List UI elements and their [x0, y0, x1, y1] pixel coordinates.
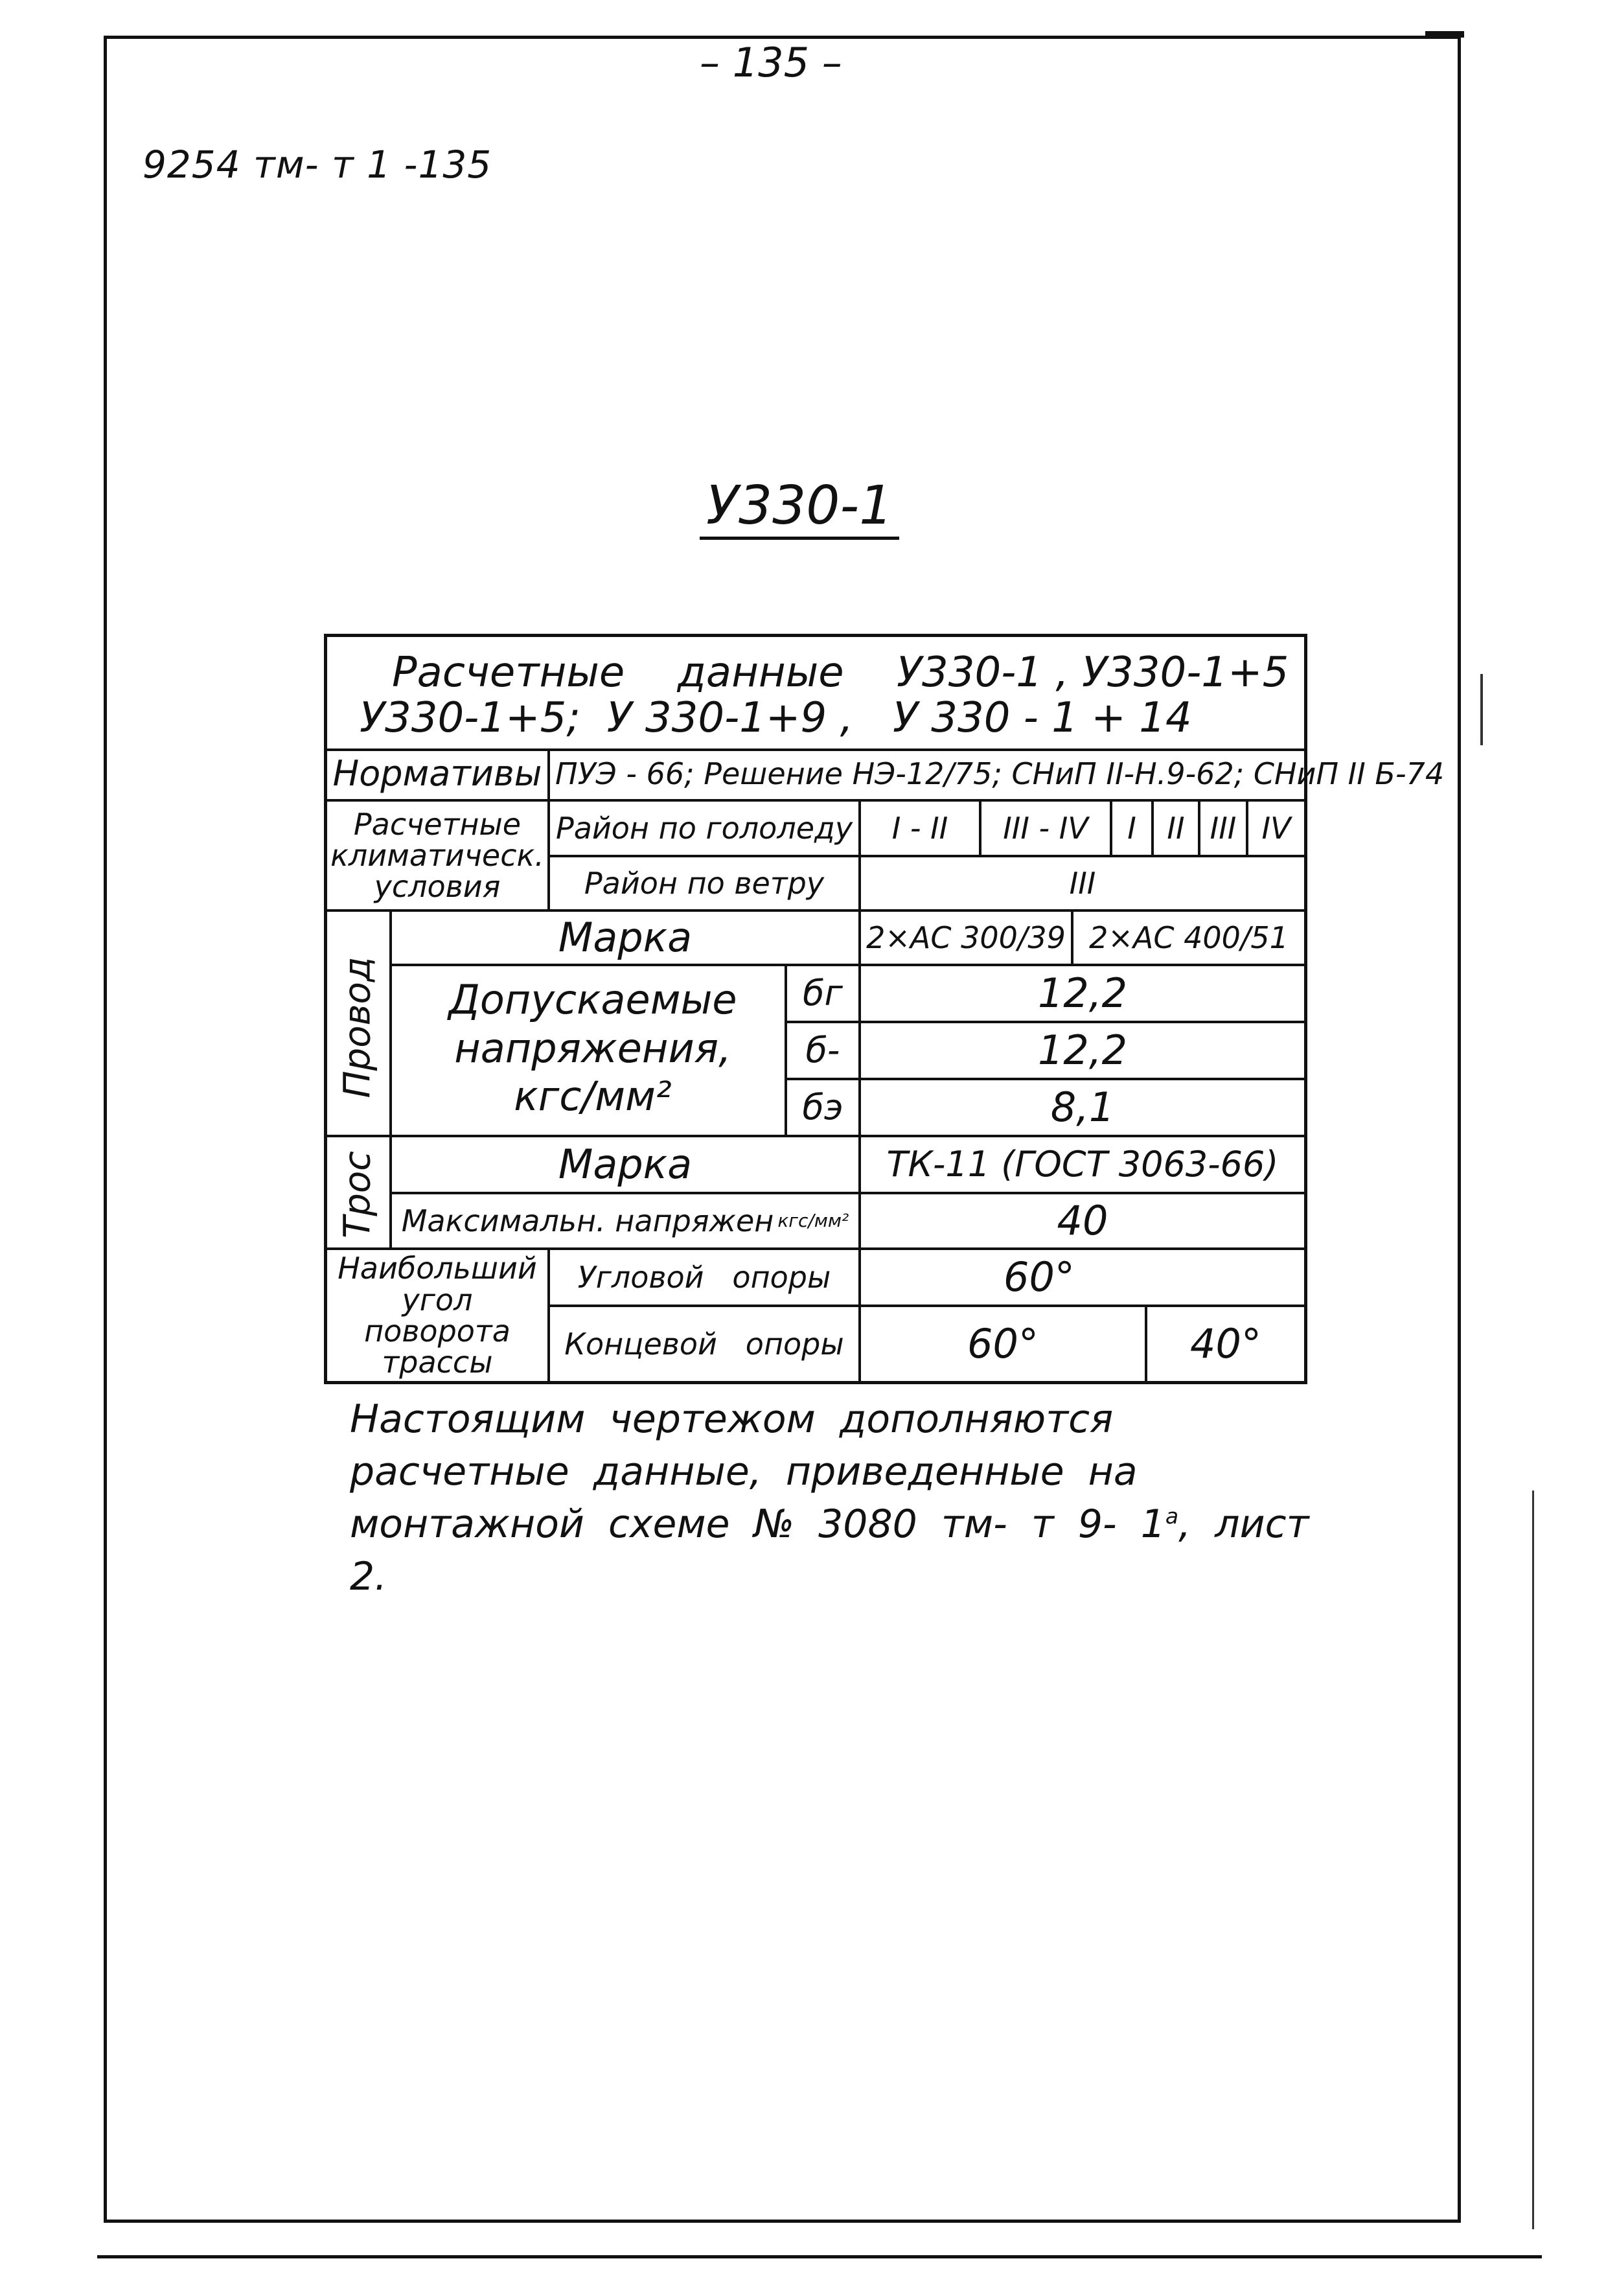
ice-region-value: II — [1167, 810, 1185, 846]
cable-brand-value: ТК-11 (ГОСТ 3063-66) — [886, 1143, 1279, 1185]
cable-stress-label-cell — [392, 1194, 858, 1247]
wire-group-label: Провод — [336, 957, 379, 1098]
drawing-note — [350, 1393, 1322, 1603]
wire-brand-value: 2×АС 400/51 — [1089, 920, 1289, 955]
note-superscript: а — [1165, 1503, 1179, 1529]
bottom-trim-line — [97, 2255, 1542, 2258]
stress-symbol: б- — [805, 1029, 840, 1071]
climate-label: Расчетные климатическ. условия — [330, 806, 544, 905]
page-number: – 135 – — [700, 39, 842, 86]
stress-symbol: бэ — [802, 1086, 843, 1128]
stress-value: 8,1 — [1050, 1084, 1115, 1131]
ice-region-value: I — [1127, 810, 1136, 846]
allowable-stress-label: Допускаемые напряжения, кгс/мм² — [448, 976, 737, 1120]
stress-symbol: бг — [803, 972, 843, 1014]
sheet-title: У330-1 — [700, 480, 899, 540]
angle-support-value: 60° — [1004, 1253, 1075, 1301]
end-support-value: 60° — [967, 1320, 1038, 1368]
cable-group-label: Трос — [336, 1151, 379, 1238]
max-angle-label: Наибольший угол поворота трассы — [338, 1251, 537, 1380]
norms-value: ПУЭ - 66; Решение НЭ-12/75; СНиП II-Н.9-62; СНиП II Б-74 — [555, 756, 1445, 791]
wind-region-value: III — [1069, 865, 1096, 901]
document-code: 9254 тм- т 1 -135 — [143, 143, 492, 187]
ice-region-value: III - IV — [1003, 810, 1088, 846]
edge-mark — [1480, 674, 1483, 745]
design-data-table — [324, 634, 1445, 1384]
end-support-label: Концевой опоры — [564, 1326, 844, 1362]
cable-stress-value: 40 — [1057, 1197, 1108, 1245]
ice-region-value: III — [1210, 810, 1237, 846]
ice-region-label: Район по гололеду — [555, 810, 853, 846]
cable-brand-label: Марка — [558, 1141, 693, 1189]
table-heading-line1: Расчетные данные У330-1 , У330-1+5 — [392, 649, 1289, 697]
wire-brand-label: Марка — [558, 914, 693, 962]
cable-stress-label: Максимальн. напряжен — [401, 1203, 774, 1238]
end-support-value: 40° — [1190, 1320, 1261, 1368]
ice-region-value: I - II — [891, 810, 948, 846]
table-heading-line2: У330-1+5; У 330-1+9 , У 330 - 1 + 14 — [360, 694, 1192, 742]
ice-region-value: IV — [1261, 810, 1291, 846]
wire-brand-value: 2×АС 300/39 — [866, 920, 1066, 955]
angle-support-label: Угловой опоры — [577, 1259, 831, 1295]
stress-value: 12,2 — [1037, 1026, 1128, 1074]
note-tail: , лист 2. — [350, 1502, 1309, 1599]
frame-top-extension — [1425, 31, 1464, 38]
note-text: Настоящим чертежом дополняются расчетные данные, приведенные на монтажной схеме № 3080 тм- т 9- 1 — [350, 1397, 1165, 1547]
edge-mark — [1532, 1490, 1534, 2229]
wind-region-label: Район по ветру — [584, 865, 825, 901]
stress-value: 12,2 — [1037, 969, 1128, 1017]
norms-label: Нормативы — [332, 752, 542, 794]
cable-stress-unit: кгс/мм² — [777, 1210, 849, 1232]
